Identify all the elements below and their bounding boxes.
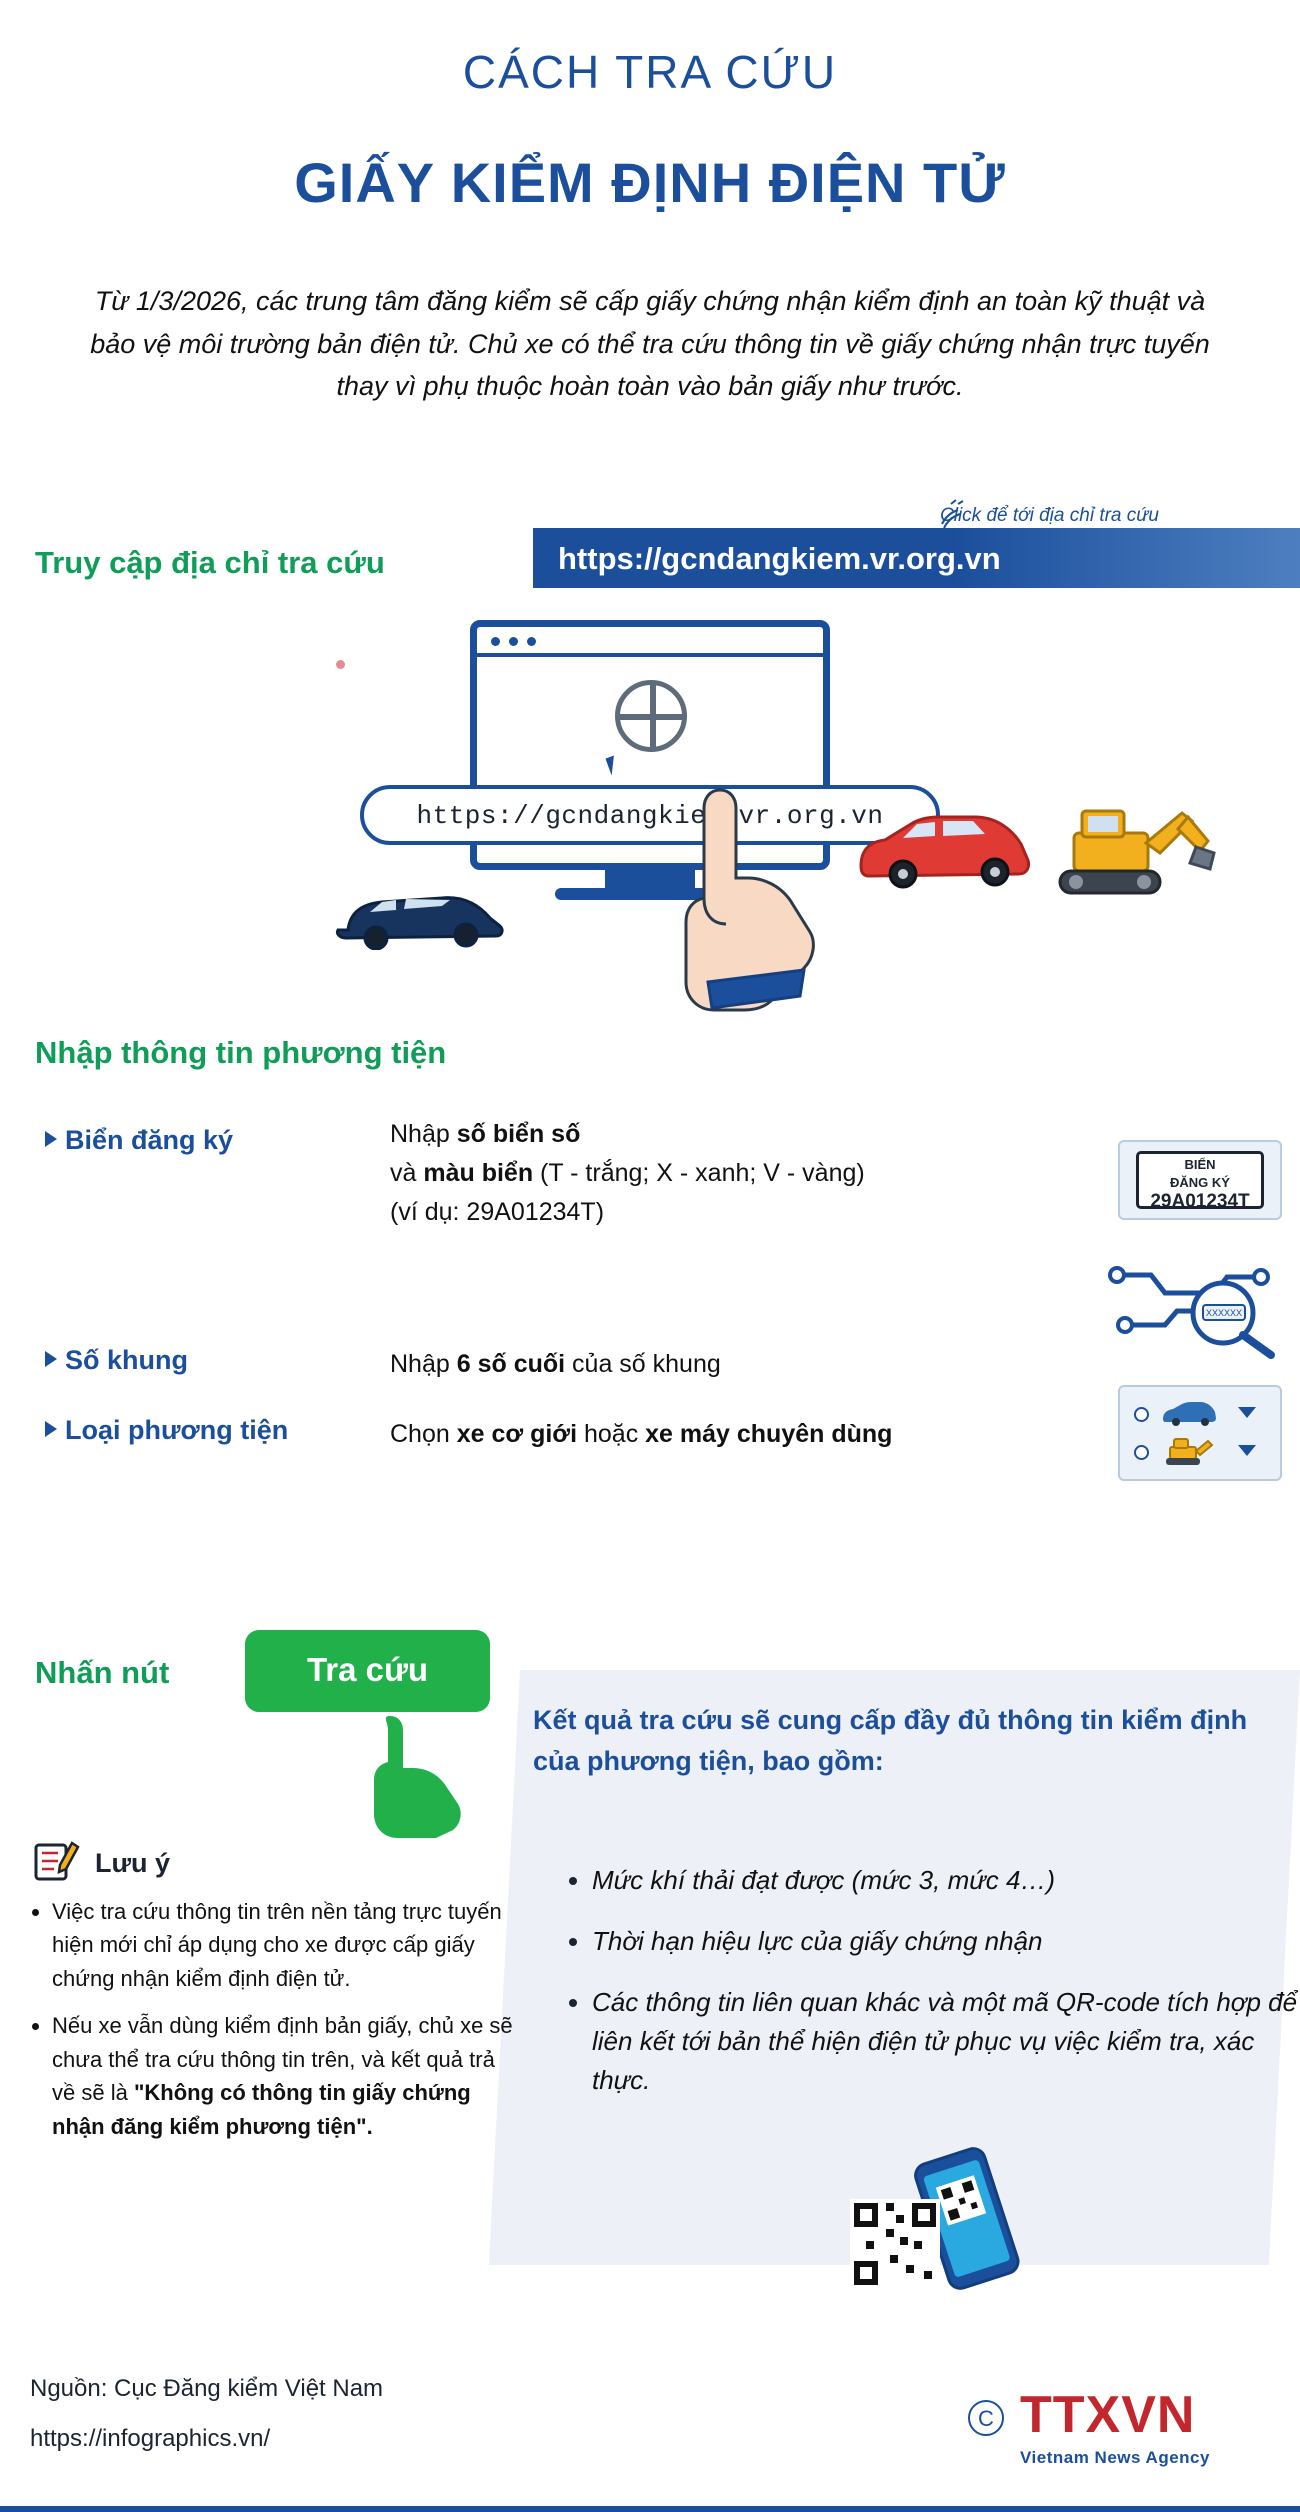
note-item: • Việc tra cứu thông tin trên nền tảng trực tuyến hiện mới chỉ áp dụng cho xe được cấp giấy chứng nhận kiểm định điện tử. [52,1895,517,1995]
tra-cuu-button[interactable]: Tra cứu [245,1630,490,1712]
note-pencil-icon [30,1835,80,1885]
dropdown-caret-1-icon[interactable] [1238,1407,1256,1418]
triangle-bullet-icon [45,1351,57,1367]
excavator-illustration [1030,795,1220,905]
field-desc-chassis: Nhập 6 số cuối của số khung [390,1350,721,1378]
ttxvn-logo-text: TTXVN [1020,2386,1196,2444]
illustration-browser-scene [0,600,1300,1000]
excavator-option-icon [1160,1437,1218,1467]
triangle-bullet-icon [45,1131,57,1147]
lookup-url-bar[interactable] [533,528,1300,588]
plate-number-graphic [1118,1140,1282,1220]
plate-line3: 29A01234T [1150,1191,1250,1213]
qr-code-graphic [850,2199,940,2289]
decorative-dot [336,660,345,669]
result-item: • Các thông tin liên quan khác và một mã QR-code tích hợp để liên kết tới bản thể hiện điện tử phục vụ việc kiểm tra, xác thực. [592,1983,1300,2100]
ttxvn-logo-subtitle: Vietnam News Agency [1020,2448,1210,2467]
radio-car-icon[interactable] [1134,1407,1149,1422]
svg-text:XXXXXX: XXXXXX [1205,1308,1243,1318]
field-label-vehicle-type: Loại phương tiện [45,1415,288,1446]
step2-title: Nhập thông tin phương tiện [35,1035,447,1070]
result-item: • Thời hạn hiệu lực của giấy chứng nhận [592,1922,1300,1961]
copyright-icon: C [968,2400,1004,2436]
note-title: Lưu ý [95,1848,171,1878]
window-dot-2 [509,637,518,646]
click-hint-text: Click để tới địa chỉ tra cứu [940,505,1159,526]
result-item: • Mức khí thải đạt được (mức 3, mức 4…) [592,1861,1300,1900]
chassis-number-graphic [1105,1255,1290,1360]
triangle-bullet-icon [45,1421,57,1437]
step3-label: Nhấn nút [35,1655,170,1690]
dropdown-caret-2-icon[interactable] [1238,1445,1256,1456]
source-text: Nguồn: Cục Đăng kiểm Việt Nam [30,2375,384,2402]
plate-line2: ĐĂNG KÝ [1170,1174,1230,1190]
window-dot-3 [527,637,536,646]
page-title-line1: CÁCH TRA CỨU [462,46,838,98]
note-items-list [30,1895,517,2157]
car-option-icon [1160,1401,1218,1427]
red-car-illustration [855,810,1035,890]
result-heading: Kết quả tra cứu sẽ cung cấp đầy đủ thông tin kiểm định của phương tiện, bao gồm: [533,1705,1248,1776]
step1-label: Truy cập địa chỉ tra cứu [35,545,385,580]
browser-title-bar [477,627,823,657]
field-label-plate: Biển đăng ký [45,1125,233,1156]
page-title-line2: GIẤY KIỂM ĐỊNH ĐIỆN TỬ [294,151,1006,214]
address-bar-text: https://gcndangkiem.vr.org.vn [416,801,884,831]
address-bar-pill[interactable] [360,785,940,845]
radio-special-machine-icon[interactable] [1134,1445,1149,1460]
intro-paragraph: Từ 1/3/2026, các trung tâm đăng kiểm sẽ cấp giấy chứng nhận kiểm định an toàn kỹ thuật và bảo vệ môi trường bản điện tử. Chủ xe có thể tra cứu thông tin về giấy chứng nhận trực tuyến thay vì phụ thuộc hoàn toàn vào bản giấy như trước. [90,286,1210,402]
plate-line1: BIỂN [1184,1157,1216,1172]
note-item: • Nếu xe vẫn dùng kiểm định bản giấy, chủ xe sẽ chưa thể tra cứu thông tin trên, và kết quả trả về sẽ là "Không có thông tin giấy chứng nhận đăng kiểm phương tiện". [52,2009,517,2143]
qr-code-phone-illustration [840,2145,1030,2305]
vehicle-type-selector-graphic[interactable] [1118,1385,1282,1481]
blue-car-illustration [330,878,510,950]
window-dot-1 [491,637,500,646]
pointing-hand-illustration [668,782,818,1012]
result-items-list [552,1861,1300,2122]
green-pointing-hand-icon [350,1710,470,1840]
plate-inner [1136,1151,1264,1213]
globe-icon [615,680,687,752]
field-label-chassis: Số khung [45,1345,188,1376]
site-url-text: https://infographics.vn/ [30,2425,271,2452]
lookup-url-text: https://gcndangkiem.vr.org.vn [558,541,1001,576]
field-desc-vehicle-type: Chọn xe cơ giới hoặc xe máy chuyên dùng [390,1420,893,1448]
field-desc-plate: Nhập số biển số và màu biển (T - trắng; X - xanh; V - vàng) (ví dụ: 29A01234T) [390,1120,865,1226]
